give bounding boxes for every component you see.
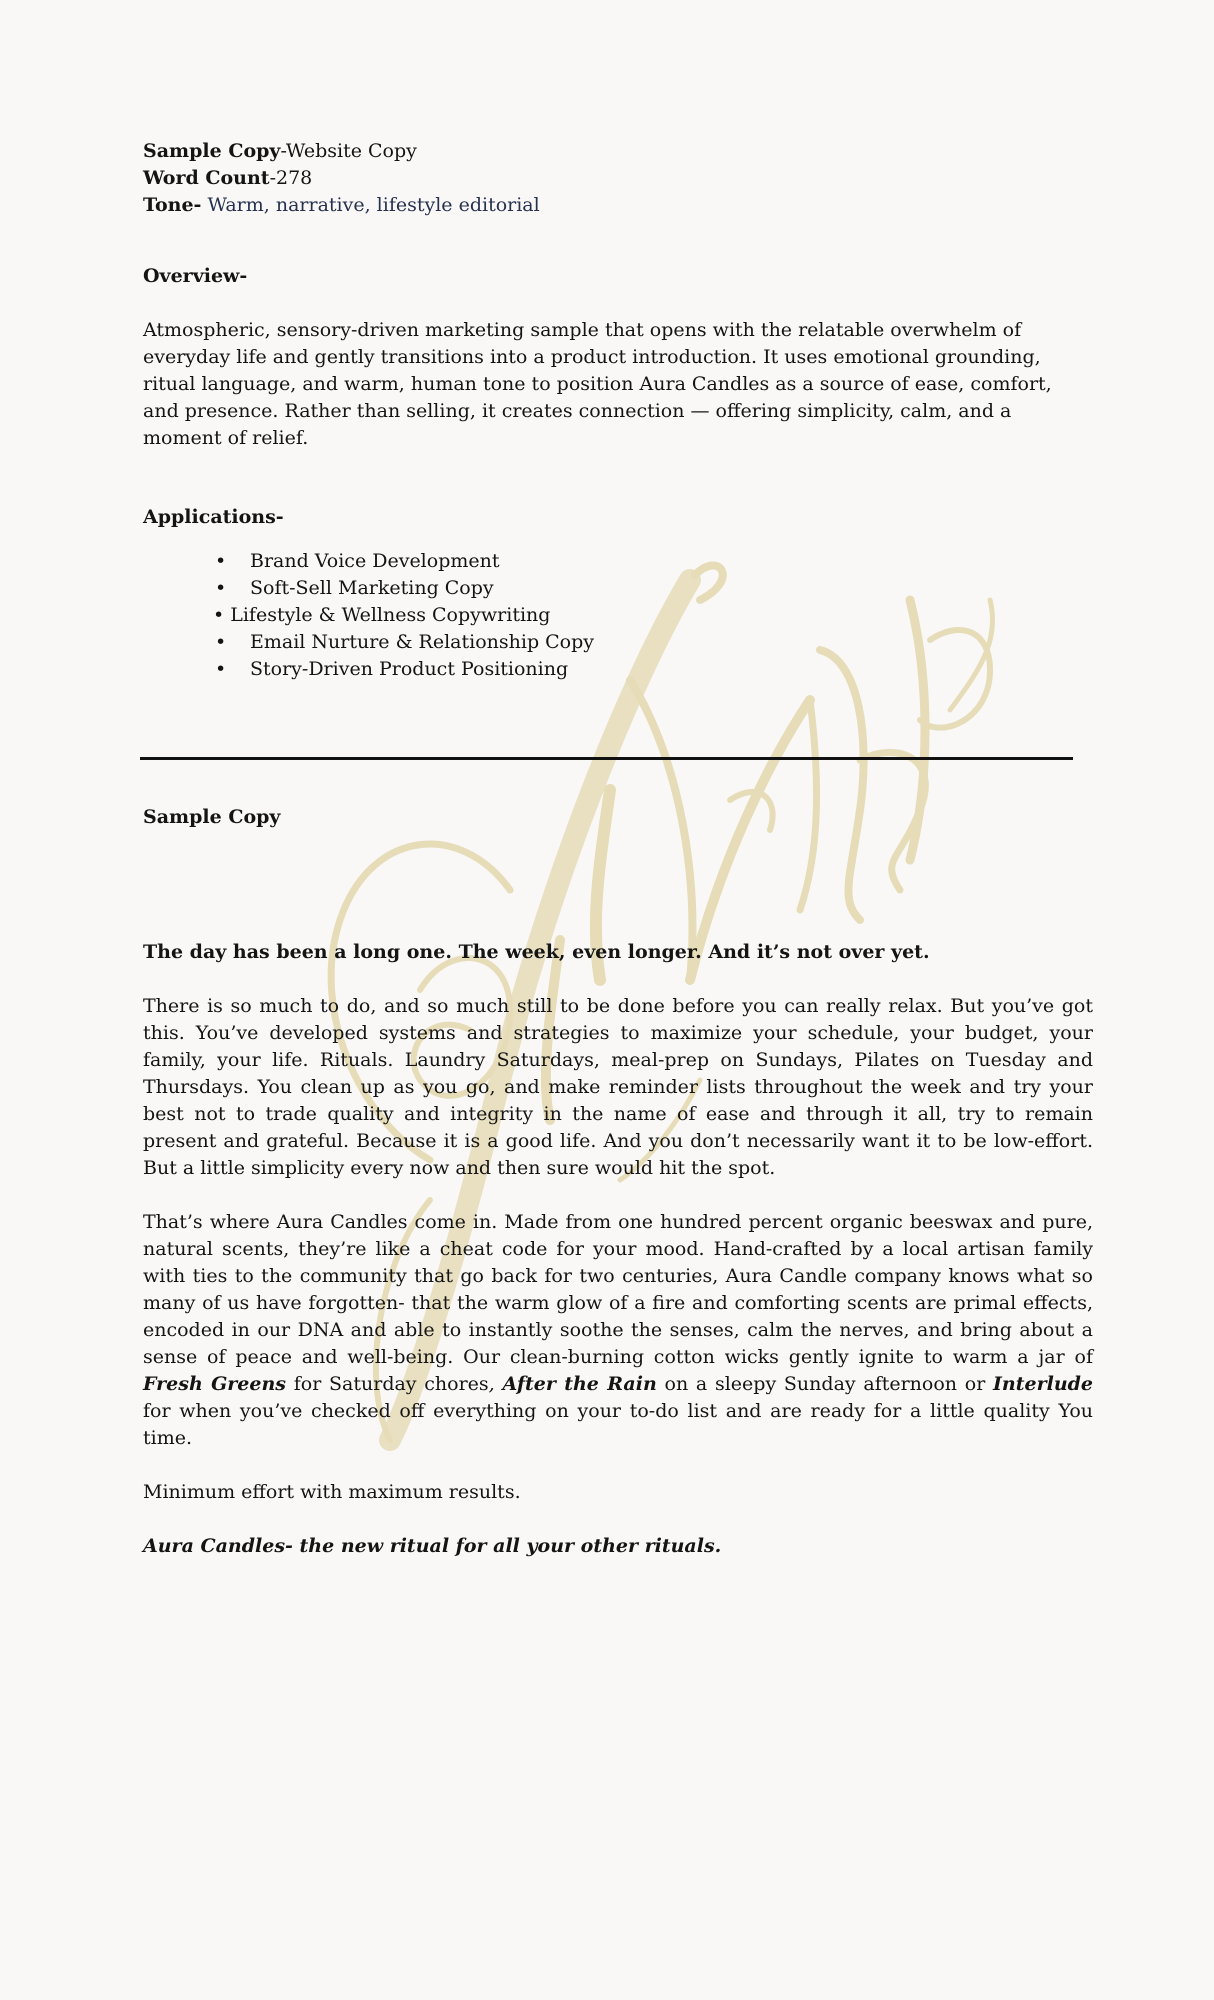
overview-heading: Overview- bbox=[143, 265, 248, 287]
document-content bbox=[143, 138, 1093, 1560]
list-item-label: Story-Driven Product Positioning bbox=[250, 658, 569, 680]
applications-list bbox=[143, 548, 1093, 683]
meta-tone-value: Warm, narrative, lifestyle editorial bbox=[201, 194, 540, 216]
list-item bbox=[143, 548, 1093, 575]
list-item-label: Soft-Sell Marketing Copy bbox=[250, 577, 494, 599]
paragraph-text: on a sleepy Sunday afternoon or bbox=[656, 1373, 994, 1395]
sample-paragraph-2 bbox=[143, 1209, 1093, 1452]
paragraph-text: , bbox=[488, 1373, 503, 1395]
product-name-after-the-rain: After the Rain bbox=[502, 1373, 657, 1395]
sample-heading: Sample Copy bbox=[143, 806, 281, 828]
meta-word-count-label: Word Count bbox=[143, 167, 270, 189]
applications-heading: Applications- bbox=[143, 506, 284, 528]
paragraph-text: That’s where Aura Candles come in. Made from one hundred percent organic beeswax and pure, natural scents, they’re like a cheat code for your mood. Hand-crafted by a local artisan family with ties to the community that go back for two centuries, Aura Candle company knows what so many of us have forgotten- that the warm glow of a fire and comforting scents are primal effects, encoded in our DNA and able to instantly soothe the senses, calm the nerves, and bring about a sense of peace and well-being. Our clean-burning cotton wicks gently ignite to warm a jar of bbox=[143, 1211, 1093, 1368]
meta-sample-label: Sample Copy bbox=[143, 140, 281, 162]
bullet: • bbox=[215, 631, 227, 653]
meta-tone-label: Tone- bbox=[143, 194, 202, 216]
sample-tagline bbox=[143, 1533, 1093, 1560]
bullet: • bbox=[213, 604, 225, 626]
list-item bbox=[143, 602, 1093, 629]
list-item bbox=[143, 629, 1093, 656]
product-name-interlude: Interlude bbox=[993, 1373, 1094, 1395]
paragraph-text: for Saturday chores bbox=[286, 1373, 489, 1395]
sample-paragraph-3: Minimum effort with maximum results. bbox=[143, 1481, 521, 1503]
product-name-fresh-greens: Fresh Greens bbox=[143, 1373, 286, 1395]
sample-headline: The day has been a long one. The week, even longer. And it’s not over yet. bbox=[143, 941, 930, 963]
overview-body: Atmospheric, sensory-driven marketing sample that opens with the relatable overwhelm of everyday life and gently transitions into a product introduction. It uses emotional grounding, ritual language, and warm, human tone to position Aura Candles as a source of ease, comfort, and presence. Rather than selling, it creates connection — offering simplicity, calm, and a moment of relief. bbox=[143, 319, 1052, 449]
bullet: • bbox=[215, 658, 227, 680]
bullet: • bbox=[215, 577, 227, 599]
list-item-label: Lifestyle & Wellness Copywriting bbox=[230, 604, 551, 626]
meta-tone bbox=[143, 192, 1093, 219]
list-item-label: Email Nurture & Relationship Copy bbox=[250, 631, 595, 653]
list-item bbox=[143, 575, 1093, 602]
paragraph-text: for when you’ve checked off everything on your to-do list and are ready for a little quality You time. bbox=[143, 1400, 1093, 1449]
bullet: • bbox=[215, 550, 227, 572]
section-divider bbox=[140, 757, 1073, 760]
meta-word-count-value: -278 bbox=[269, 167, 313, 189]
tagline-text: Aura Candles- the new ritual for all your other rituals. bbox=[143, 1535, 722, 1557]
meta-sample-value: -Website Copy bbox=[280, 140, 417, 162]
sample-paragraph-1: There is so much to do, and so much still to be done before you can really relax. But you’ve got this. You’ve developed systems and strategies to maximize your schedule, your budget, your family, your life. Rituals. Laundry Saturdays, meal-prep on Sundays, Pilates on Tuesday and Thursdays. You clean up as you go, and make reminder lists throughout the week and try your best not to trade quality and integrity in the name of ease and through it all, try to remain present and grateful. Because it is a good life. And you don’t necessarily want it to be low-effort. But a little simplicity every now and then sure would hit the spot. bbox=[143, 995, 1093, 1179]
list-item-label: Brand Voice Development bbox=[250, 550, 500, 572]
list-item bbox=[143, 656, 1093, 683]
meta-word-count bbox=[143, 165, 1093, 192]
meta-sample bbox=[143, 138, 1093, 165]
